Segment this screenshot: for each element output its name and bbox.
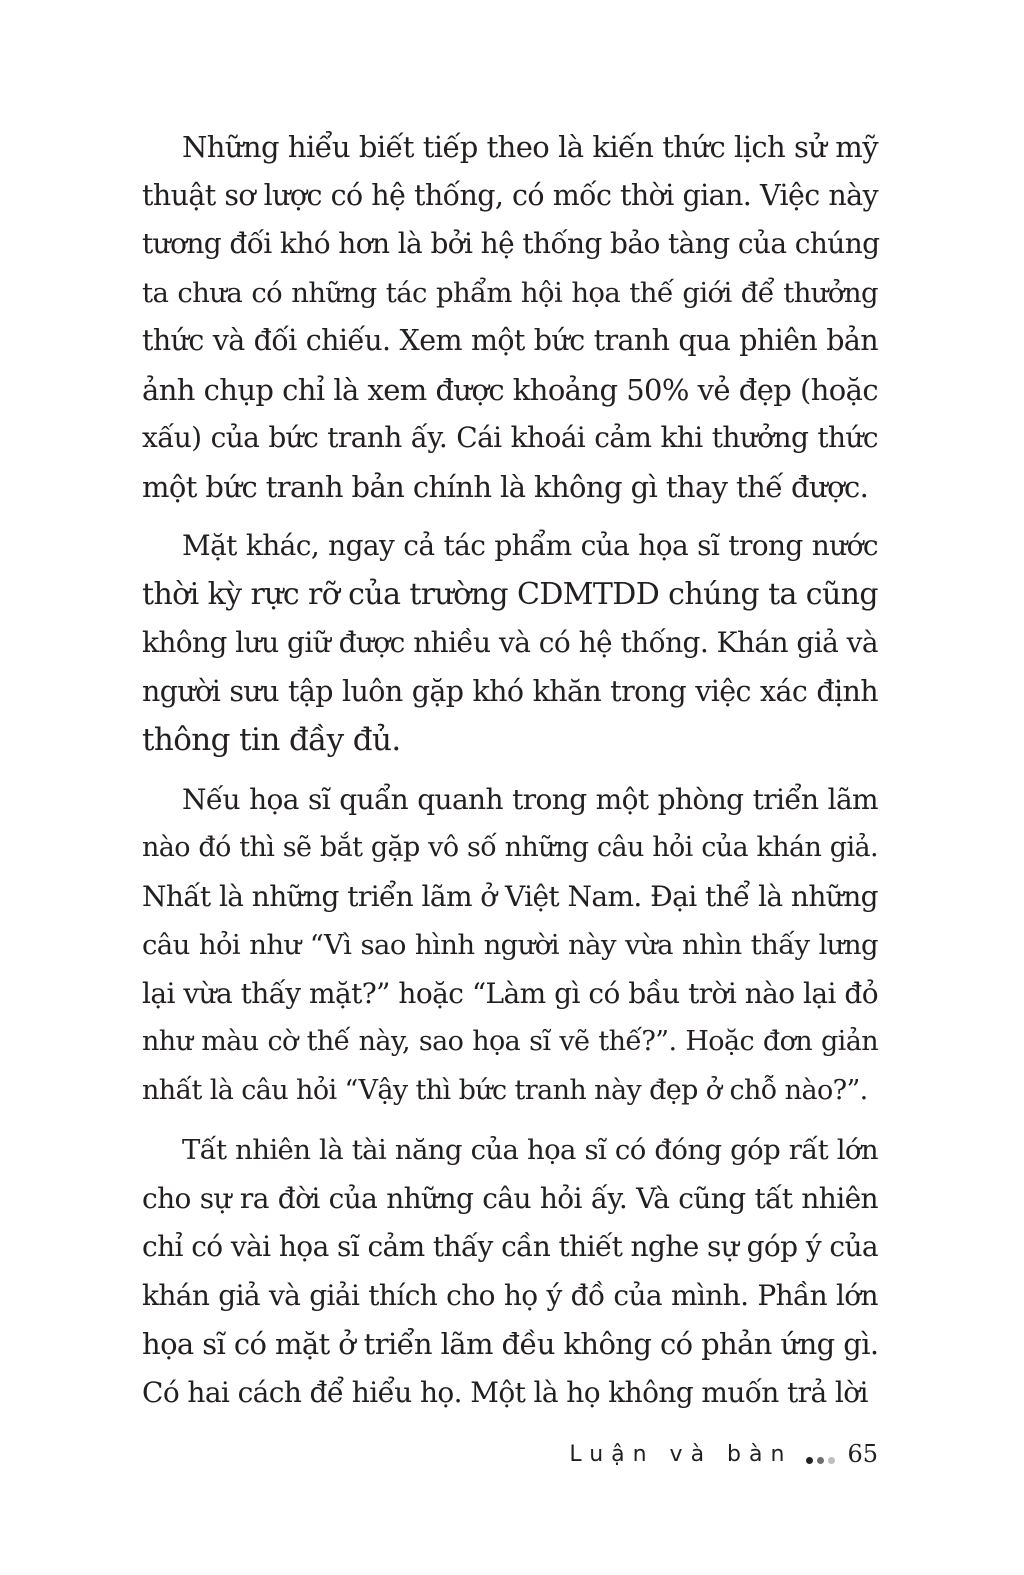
text-line: Những hiểu biết tiếp theo là kiến thức lịch sử mỹ bbox=[182, 130, 878, 164]
dot-2 bbox=[817, 1457, 824, 1464]
text-line: người sưu tập luôn gặp khó khăn trong việc xác định bbox=[142, 674, 878, 708]
text-line: tương đối khó hơn là bởi hệ thống bảo tàng của chúng bbox=[142, 227, 880, 260]
paragraph bbox=[142, 1126, 878, 1417]
text-line: nào đó thì sẽ bắt gặp vô số những câu hỏi của khán giả. bbox=[142, 832, 878, 863]
page-footer bbox=[142, 1436, 878, 1472]
text-line: như màu cờ thế này, sao họa sĩ vẽ thế?”. Hoặc đơn giản bbox=[142, 1026, 878, 1057]
text-line: ta chưa có những tác phẩm hội họa thế giới để thưởng bbox=[142, 276, 878, 309]
text-line: thuật sơ lược có hệ thống, có mốc thời gian. Việc này bbox=[142, 178, 878, 212]
ellipsis-dots-icon bbox=[806, 1457, 835, 1464]
running-title: Luận và bàn bbox=[569, 1441, 793, 1467]
text-line: Nhất là những triển lãm ở Việt Nam. Đại thể là những bbox=[142, 879, 878, 913]
text-line: xấu) của bức tranh ấy. Cái khoái cảm khi thưởng thức bbox=[142, 421, 878, 454]
text-line: thông tin đầy đủ. bbox=[142, 722, 401, 758]
text-line: Có hai cách để hiểu họ. Một là họ không muốn trả lời bbox=[142, 1375, 868, 1409]
text-line: câu hỏi như “Vì sao hình người này vừa nhìn thấy lưng bbox=[142, 929, 878, 961]
dot-1 bbox=[806, 1457, 813, 1464]
text-line: không lưu giữ được nhiều và có hệ thống. Khán giả và bbox=[142, 626, 878, 659]
text-line: Mặt khác, ngay cả tác phẩm của họa sĩ trong nước bbox=[182, 529, 878, 562]
text-line: Nếu họa sĩ quẩn quanh trong một phòng triển lãm bbox=[182, 782, 878, 816]
text-line: cho sự ra đời của những câu hỏi ấy. Và cũng tất nhiên bbox=[142, 1181, 878, 1215]
text-line: chỉ có vài họa sĩ cảm thấy cần thiết nghe sự góp ý của bbox=[142, 1230, 878, 1263]
text-line: họa sĩ có mặt ở triển lãm đều không có phản ứng gì. bbox=[142, 1327, 879, 1361]
text-line: lại vừa thấy mặt?” hoặc “Làm gì có bầu trời nào lại đỏ bbox=[142, 976, 878, 1010]
text-line: thời kỳ rực rỡ của trường CDMTDD chúng ta cũng bbox=[142, 576, 878, 612]
paragraph bbox=[142, 776, 878, 1116]
paragraph-gap bbox=[142, 511, 878, 522]
page-number: 65 bbox=[847, 1440, 878, 1468]
dot-3 bbox=[828, 1457, 835, 1464]
paragraph-gap bbox=[142, 765, 878, 776]
paragraph-gap bbox=[142, 1115, 878, 1126]
text-line: thức và đối chiếu. Xem một bức tranh qua phiên bản bbox=[142, 324, 878, 357]
body-text bbox=[142, 123, 878, 1417]
text-line: Tất nhiên là tài năng của họa sĩ có đóng góp rất lớn bbox=[182, 1134, 878, 1166]
text-line: khán giả và giải thích cho họ ý đồ của mình. Phần lớn bbox=[142, 1278, 878, 1312]
paragraph bbox=[142, 123, 878, 511]
text-line: một bức tranh bản chính là không gì thay thế được. bbox=[142, 469, 869, 504]
text-line: nhất là câu hỏi “Vậy thì bức tranh này đẹp ở chỗ nào?”. bbox=[142, 1074, 868, 1106]
text-line: ảnh chụp chỉ là xem được khoảng 50% vẻ đẹp (hoặc bbox=[142, 372, 878, 407]
paragraph bbox=[142, 522, 878, 765]
